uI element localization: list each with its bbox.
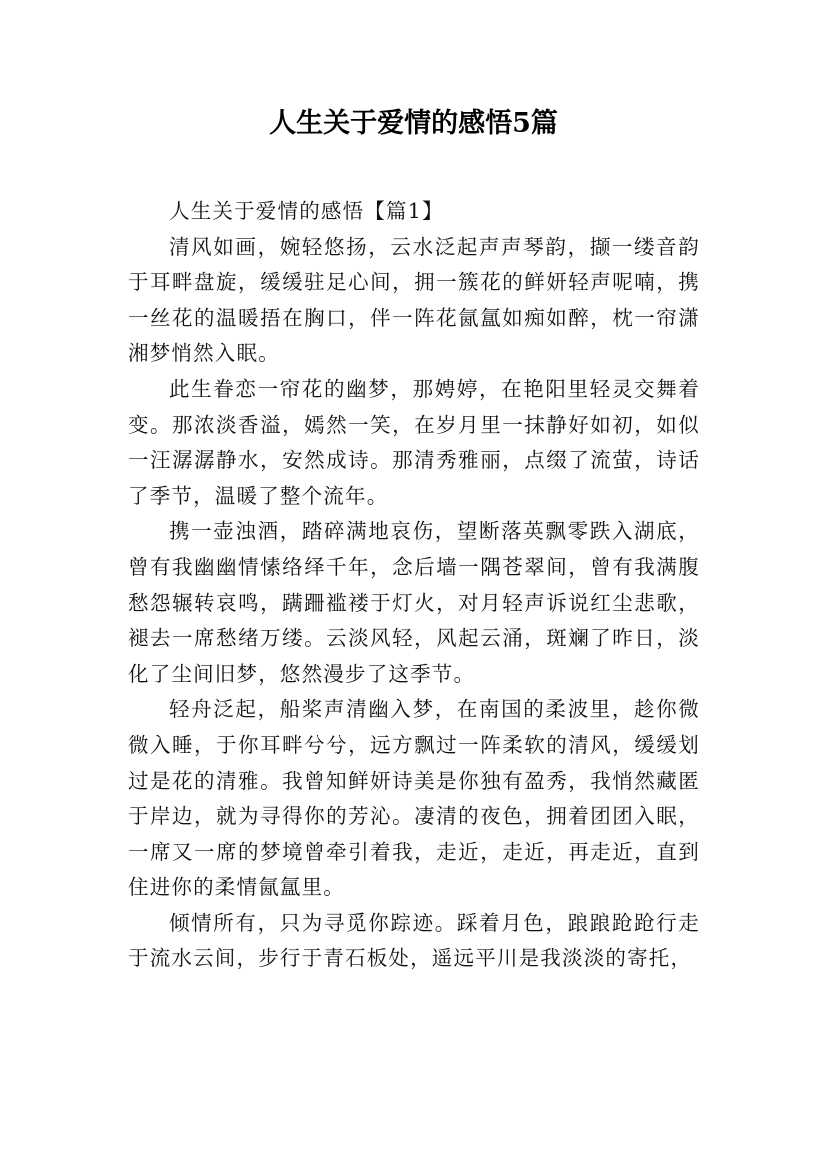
- paragraph-3: 携一壶浊酒，踏碎满地哀伤，望断落英飘零跌入湖底，曾有我幽幽情愫络绎千年，念后墙一隅苍翠间，曾有我满腹愁怨辗转哀鸣，蹒跚褴褛于灯火，对月轻声诉说红尘悲歌，褪去一席愁绪万缕。云淡风轻，风起云涌，斑斓了昨日，淡化了尘间旧梦，悠然漫步了这季节。: [128, 519, 700, 686]
- document-body: [128, 194, 700, 977]
- paragraph-2: 此生眷恋一帘花的幽梦，那娉婷，在艳阳里轻灵交舞着变。那浓淡香溢，嫣然一笑，在岁月里一抹静好如初，如似一汪潺潺静水，安然成诗。那清秀雅丽，点缀了流萤，诗话了季节，温暖了整个流年。: [128, 376, 700, 508]
- section-heading: 人生关于爱情的感悟【篇1】: [169, 199, 444, 223]
- paragraph-5: 倾情所有，只为寻觅你踪迹。踩着月色，踉踉跄跄行走于流水云间，步行于青石板处，遥远平川是我淡淡的寄托，: [128, 910, 700, 971]
- document-title: 人生关于爱情的感悟5篇: [269, 108, 558, 139]
- paragraph-1: 清风如画，婉轻悠扬，云水泛起声声琴韵，撷一缕音韵于耳畔盘旋，缓缓驻足心间，拥一簇花的鲜妍轻声呢喃，携一丝花的温暖捂在胸口，伴一阵花氤氲如痴如醉，枕一帘潇湘梦悄然入眠。: [128, 234, 700, 366]
- paragraph-4: 轻舟泛起，船桨声清幽入梦，在南国的柔波里，趁你微微入睡，于你耳畔兮兮，远方飘过一阵柔软的清风，缓缓划过是花的清雅。我曾知鲜妍诗美是你独有盈秀，我悄然藏匿于岸边，就为寻得你的芳沁。凄清的夜色，拥着团团入眠，一席又一席的梦境曾牵引着我，走近，走近，再走近，直到住进你的柔情氤氲里。: [128, 697, 700, 900]
